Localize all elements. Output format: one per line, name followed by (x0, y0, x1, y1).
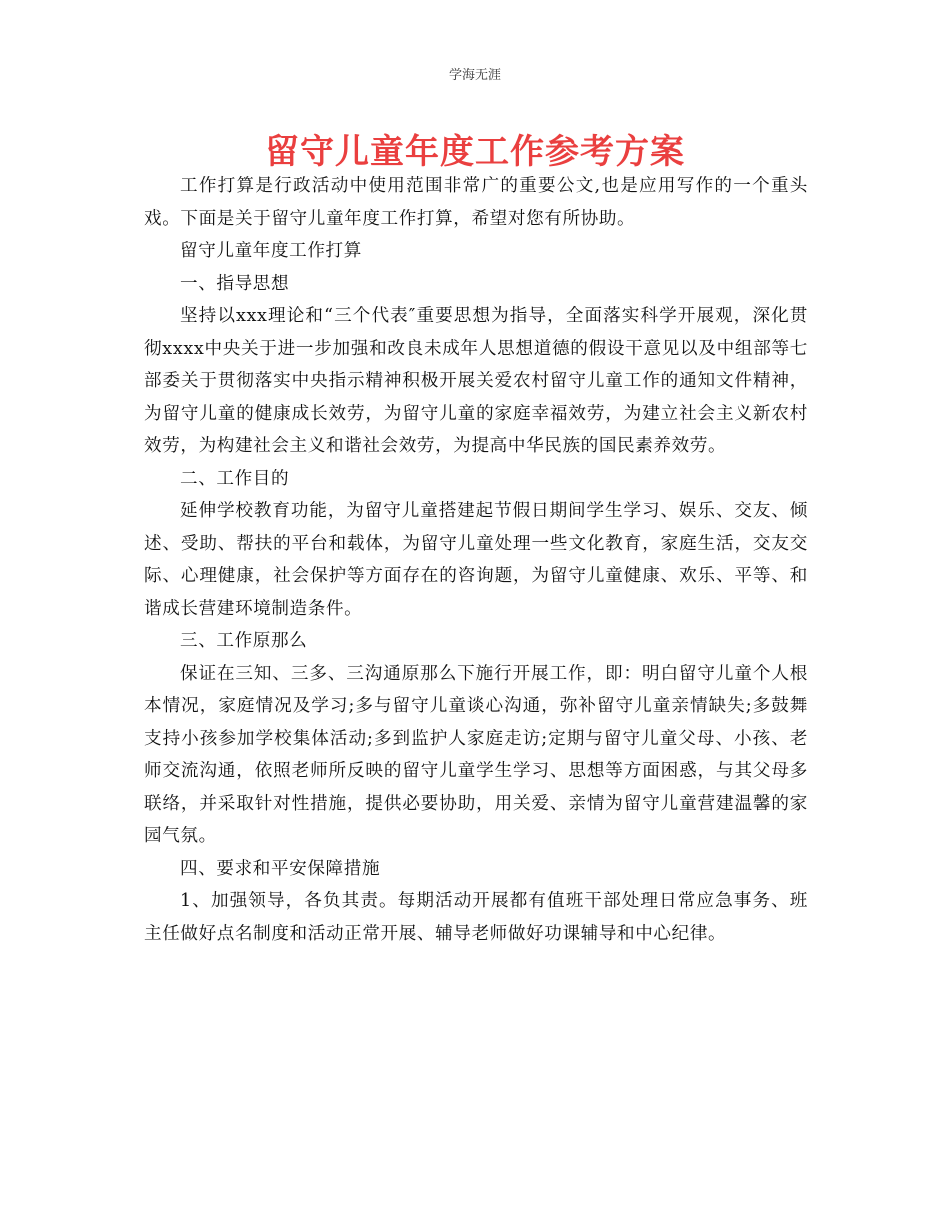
section-heading-work-goals: 二、工作目的 (180, 468, 290, 489)
document-title: 留守儿童年度工作参考方案 (265, 132, 685, 172)
section-heading-work-principles: 三、工作原那么 (180, 631, 308, 651)
page-header: 学海无涯 (448, 68, 501, 83)
section-plan-title: 留守儿童年度工作打算 (180, 241, 362, 261)
section-heading-guiding-ideology: 一、指导思想 (180, 273, 290, 294)
document-body (144, 170, 808, 950)
paragraph-work-goals: 延伸学校教育功能，为留守儿童搭建起节假日期间学生学习、娱乐、交友、倾述、受助、帮扶的平台和载体，为留守儿童处理一些文化教育，家庭生活，交友交际、心理健康，社会保护等方面存在的咨询题，为留守儿童健康、欢乐、平等、和谐成长营建环境制造条件。 (144, 501, 808, 619)
paragraph-intro: 工作打算是行政活动中使用范围非常广的重要公文,也是应用写作的一个重头戏。下面是关于留守儿童年度工作打算，希望对您有所协助。 (144, 176, 808, 229)
paragraph-work-principles: 保证在三知、三多、三沟通原那么下施行开展工作，即：明白留守儿童个人根本情况，家庭情况及学习;多与留守儿童谈心沟通，弥补留守儿童亲情缺失;多鼓舞支持小孩参加学校集体活动;多到监护人家庭走访;定期与留守儿童父母、小孩、老师交流沟通，依照老师所反映的留守儿童学生学习、思想等方面困惑，与其父母多联络，并采取针对性措施，提供必要协助，用关爱、亲情为留守儿童营建温馨的家园气氛。 (144, 663, 808, 846)
paragraph-guiding-ideology: 坚持以xxx理论和“三个代表″重要思想为指导，全面落实科学开展观，深化贯彻xxxx中央关于进一步加强和改良未成年人思想道德的假设干意见以及中组部等七部委关于贯彻落实中央指示精神积极开展关爱农村留守儿童工作的通知文件精神，为留守儿童的健康成长效劳，为留守儿童的家庭幸福效劳，为建立社会主义新农村效劳，为构建社会主义和谐社会效劳，为提高中华民族的国民素养效劳。 (144, 306, 808, 456)
section-heading-requirements-safety: 四、要求和平安保障措施 (180, 858, 381, 879)
paragraph-strengthen-leadership: 1、加强领导，各负其责。每期活动开展都有值班干部处理日常应急事务、班主任做好点名制度和活动正常开展、辅导老师做好功课辅导和中心纪律。 (144, 891, 808, 944)
